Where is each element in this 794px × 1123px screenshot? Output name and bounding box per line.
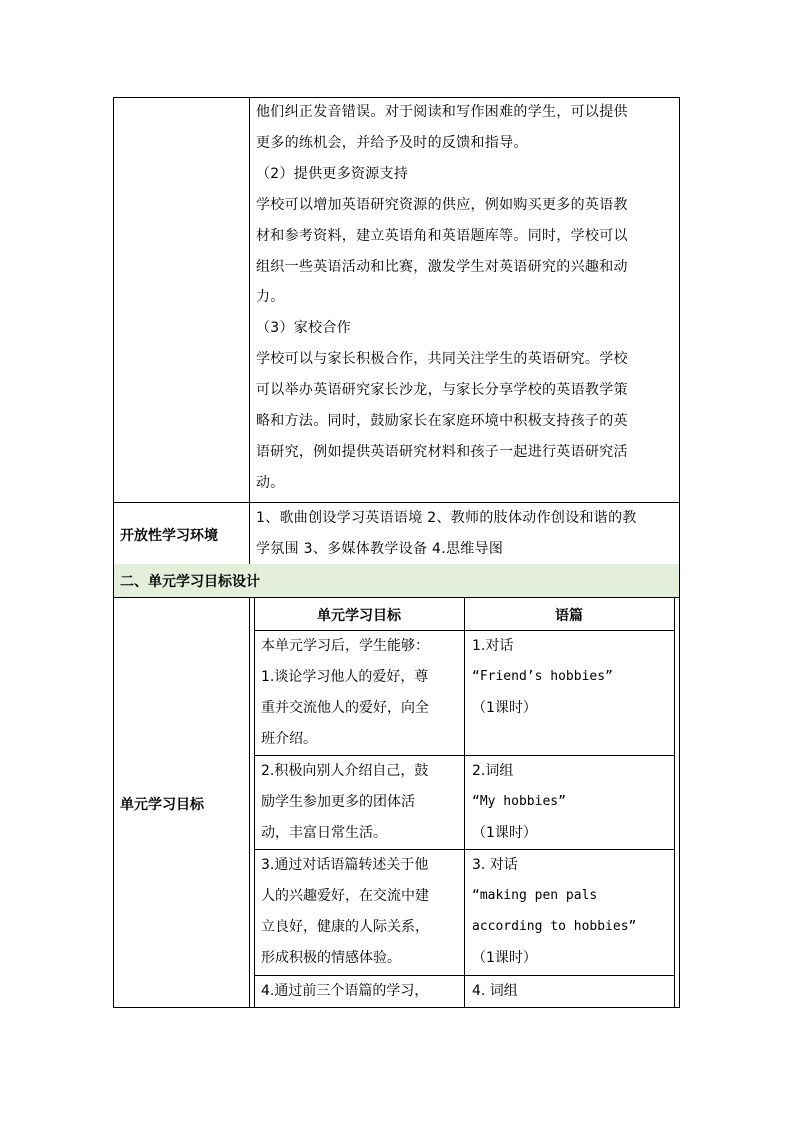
paragraph-line: 可以举办英语研究家长沙龙，与家长分享学校的英语教学策 [256,382,628,399]
cell-line: 立良好，健康的人际关系， [261,918,429,935]
text-cell [472,631,613,724]
paragraph-line: 力。 [256,289,285,306]
inner-table-middle [464,597,465,1008]
paragraph-line: 略和方法。同时，鼓励家长在家庭环境中积极支持孩子的英 [256,413,628,430]
inner-table-right [674,597,675,1008]
header-goal: 单元学习目标 [317,608,401,624]
cell-line: “making pen pals [472,887,598,903]
cell-line: according to hobbies” [472,918,637,934]
cell-line: 动，丰富日常生活。 [261,824,387,841]
paragraph-line: 语研究，例如提供英语研究材料和孩子一起进行英语研究活 [256,443,628,460]
goal-cell [261,631,429,755]
cell-line: 2.词组 [472,763,514,779]
cell-line: （1课时） [472,699,537,716]
open-env-content [256,503,676,565]
paragraph-line: 学校可以增加英语研究资源的供应，例如购买更多的英语教 [256,196,628,213]
paragraph-line: 组织一些英语活动和比赛，激发学生对英语研究的兴趣和动 [256,258,628,275]
text-cell [472,756,566,849]
paragraph-line: 学校可以与家长积极合作，共同关注学生的英语研究。学校 [256,351,628,368]
cell-line: 励学生参加更多的团体活 [261,793,415,810]
paragraph-line: 他们纠正发音错误。对于阅读和写作困难的学生，可以提供 [256,104,628,120]
column-divider-bottom [249,597,250,1008]
cell-line: 形成积极的情感体验。 [261,949,401,966]
column-divider-top [249,97,250,564]
paragraph-line: 1、歌曲创设学习英语语境 2、教师的肢体动作创设和谐的教 [256,510,637,526]
cell-line: “Friend’s hobbies” [472,668,613,684]
section-title: 二、单元学习目标设计 [120,574,260,590]
paragraph-line: 动。 [256,474,285,491]
paragraph-line: （2）提供更多资源支持 [256,165,409,182]
measures-paragraph [256,97,676,499]
cell-line: 1.谈论学习他人的爱好，尊 [261,668,429,685]
cell-line: 4.通过前三个语篇的学习， [261,983,429,999]
cell-line: 班介绍。 [261,730,317,747]
cell-line: “My hobbies” [472,793,566,809]
paragraph-line: 更多的练机会，并给予及时的反馈和指导。 [256,134,528,151]
cell-line: 3. 对话 [472,857,518,873]
paragraph-line: （3）家校合作 [256,320,352,337]
paragraph-line: 学氛围 3、多媒体教学设备 4.思维导图 [256,540,504,557]
paragraph-line: 材和参考资料，建立英语角和英语题库等。同时，学校可以 [256,227,628,244]
cell-line: 人的兴趣爱好，在交流中建 [261,887,429,904]
goal-cell [261,976,428,1007]
open-env-label: 开放性学习环境 [120,528,218,544]
cell-line: 4. 词组 [472,983,518,999]
text-cell [472,850,636,974]
cell-line: 1.对话 [472,638,514,654]
cell-line: （1课时） [472,824,537,841]
header-text: 语篇 [555,608,583,624]
cell-line: 2.积极向别人介绍自己，鼓 [261,763,429,779]
goal-cell [261,756,428,849]
text-cell [472,976,518,1007]
cell-line: 重并交流他人的爱好，向全 [261,699,429,716]
unit-goals-label: 单元学习目标 [120,797,204,813]
row-divider-3 [113,597,680,598]
cell-line: （1课时） [472,949,537,966]
goal-cell [261,850,429,974]
cell-line: 本单元学习后，学生能够： [261,638,429,654]
inner-table-left [254,597,255,1008]
cell-line: 3.通过对话语篇转述关于他 [261,857,429,873]
